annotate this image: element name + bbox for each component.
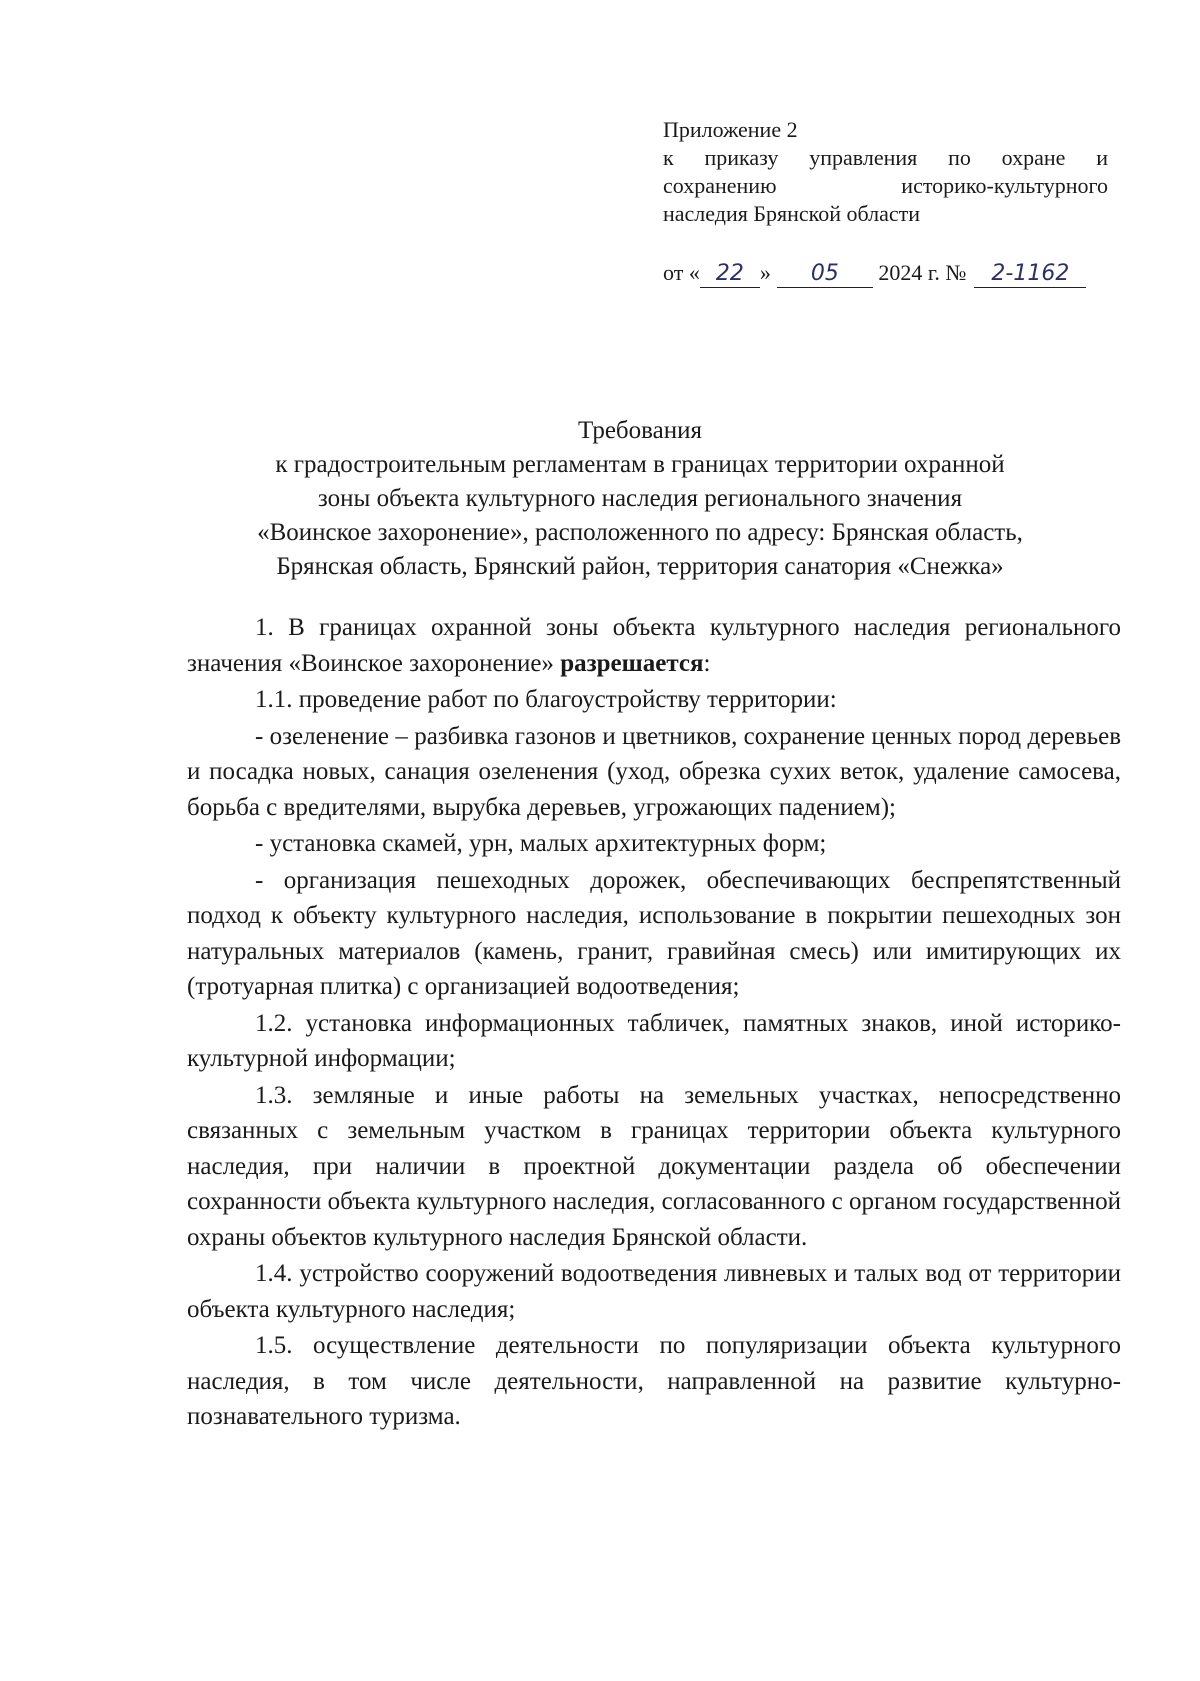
handwritten-order-number: 2-1162 (974, 261, 1086, 288)
paragraph-1-2: 1.2. установка информационных табличек, памятных знаков, иной историко-культурной информации; (187, 1009, 1121, 1072)
paragraph-1-4: 1.4. устройство сооружений водоотведения ливневых и талых вод от территории объекта культурного наследия; (187, 1260, 1121, 1323)
appendix-line: наследия Брянской области (663, 201, 921, 226)
appendix-line: сохранению историко-культурного (663, 173, 1108, 198)
appendix-title: Приложение 2 (663, 117, 798, 142)
title-line: Брянская область, Брянский район, территория санатория «Снежка» (276, 553, 1004, 580)
paragraph-1-3: 1.3. земляные и иные работы на земельных участках, непосредственно связанных с земельным участком в границах территории объекта культурного наследия, при наличии в проектной документации раздела об обеспечении сохранности объекта культурного наследия, согласованного с органом государственной охраны объектов культурного наследия Брянской области. (187, 1081, 1121, 1251)
title-line: зоны объекта культурного наследия регионального значения (317, 485, 963, 512)
appendix-reference (663, 116, 1108, 228)
title-line: Требования (578, 417, 702, 444)
title-line: к градостроительным регламентам в границах территории охранной (275, 451, 1005, 478)
date-year-text: 2024 г. № (878, 260, 967, 285)
date-quote-close: » (759, 260, 771, 285)
paragraph-1-bold: разрешается (560, 649, 704, 677)
date-prefix: от « (663, 260, 700, 285)
title-line: «Воинское захоронение», расположенного по адресу: Брянская область, (257, 519, 1023, 546)
handwritten-day: 22 (700, 261, 760, 288)
document-title (190, 414, 1090, 584)
paragraph-1-5: 1.5. осуществление деятельности по популяризации объекта культурного наследия, в том числе деятельности, направленной на развитие культурно-познавательного туризма. (187, 1332, 1121, 1430)
paragraph-paths: - организация пешеходных дорожек, обеспечивающих беспрепятственный подход к объекту культурного наследия, использование в покрытии пешеходных зон натуральных материалов (камень, гранит, гравийная смесь) или имитирующих их (тротуарная плитка) с организацией водоотведения; (187, 866, 1121, 1000)
paragraph-greening: - озеленение – разбивка газонов и цветников, сохранение ценных пород деревьев и посадка новых, санация озеленения (уход, обрезка сухих веток, удаление самосева, борьба с вредителями, вырубка деревьев, угрожающих падением); (187, 722, 1121, 821)
document-body (187, 610, 1121, 1436)
paragraph-1-text: 1. В границах охранной зоны объекта культурного наследия регионального значения «Воинское захоронение» (187, 614, 1121, 677)
appendix-line: к приказу управления по охране и (663, 145, 1108, 170)
paragraph-1-1: 1.1. проведение работ по благоустройству территории: (255, 686, 837, 713)
paragraph-1 (187, 610, 1121, 681)
paragraph-benches: - установка скамей, урн, малых архитектурных форм; (255, 830, 827, 857)
handwritten-month: 05 (777, 261, 873, 288)
paragraph-1-end: : (703, 649, 711, 677)
order-date-line (663, 258, 1108, 288)
